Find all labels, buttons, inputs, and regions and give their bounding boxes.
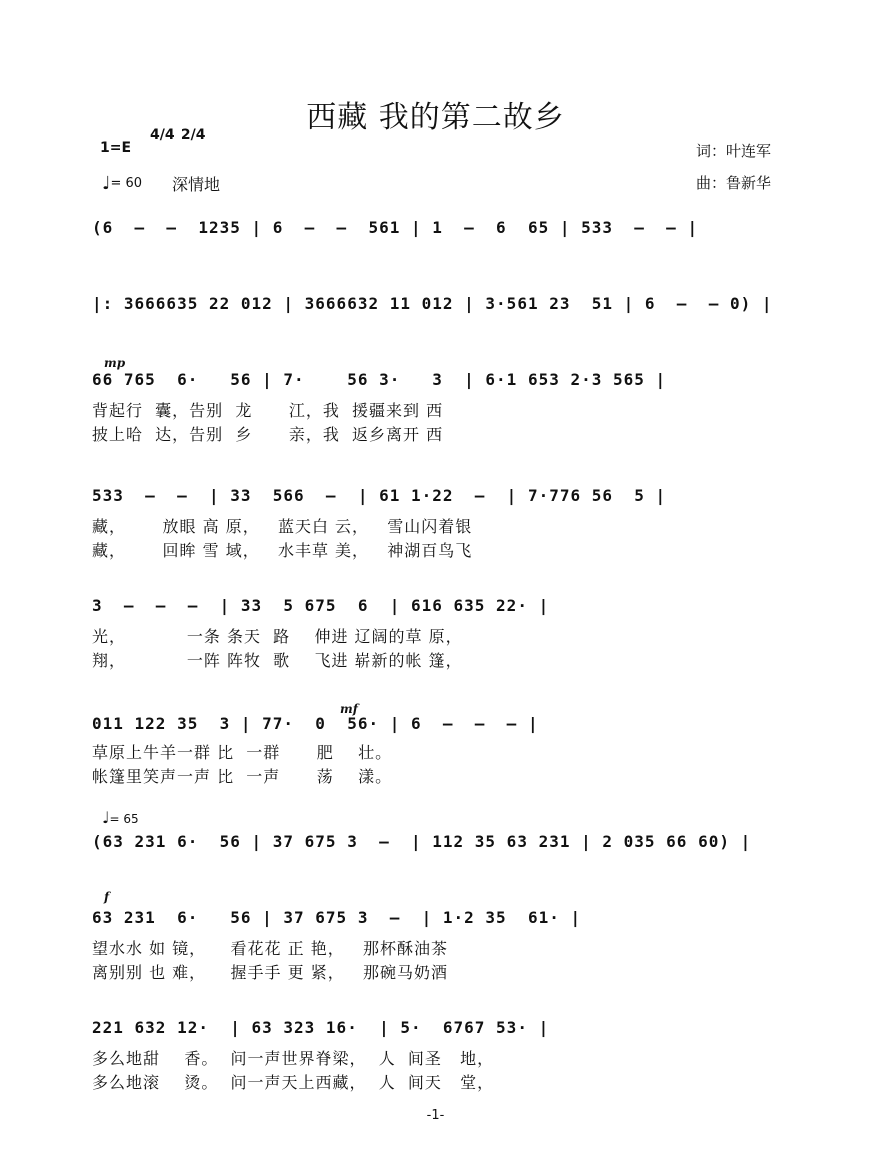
- score-system-2: [92, 290, 772, 320]
- dynamic-mark: mp: [104, 356, 126, 370]
- song-title: 西藏 我的第二故乡: [306, 100, 565, 135]
- dynamic-mark: f: [104, 890, 110, 904]
- notation-line: 63 231 6· 56 | 37 675 3 – | 1·2 35 61· |: [92, 908, 582, 927]
- score-system-7: [92, 826, 772, 856]
- quarter-note-icon: ♩: [102, 173, 111, 194]
- notation-line: |: 3666635 22 012 | 3666632 11 012 | 3·561 23 51 | 6 – – 0) |: [92, 294, 773, 313]
- score-system-6: [92, 700, 772, 790]
- lyric-verse-2: 离别别 也 难， 握手手 更 紧， 那碗马奶酒: [92, 963, 448, 982]
- lyric-verse-2: 多么地滚 烫。 问一声天上西藏， 人 间天 堂，: [92, 1073, 495, 1092]
- notation-line: (6 – – 1235 | 6 – – 561 | 1 – 6 65 | 533 – – |: [92, 218, 699, 237]
- notation-line: 533 – – | 33 566 – | 61 1·22 – | 7·776 56 5 |: [92, 486, 667, 505]
- key-signature: 1=E: [100, 140, 132, 156]
- lyricist: 词：叶连军: [695, 142, 771, 160]
- score-system-8: [92, 892, 772, 982]
- lyric-verse-1: 光， 一条 条天 路 伸进 辽阔的草 原，: [92, 627, 463, 646]
- page-number: -1-: [426, 1108, 445, 1123]
- lyric-verse-1: 藏， 放眼 高 原， 蓝天白 云， 雪山闪着银: [92, 517, 473, 536]
- dynamic-mark: mf: [340, 702, 358, 716]
- notation-line: 66 765 6· 56 | 7· 56 3· 3 | 6·1 653 2·3 565 |: [92, 370, 667, 389]
- lyric-verse-2: 帐篷里笑声一声 比 一声 荡 漾。: [92, 767, 393, 786]
- notation-line: 3 – – – | 33 5 675 6 | 616 635 22· |: [92, 596, 550, 615]
- lyric-verse-1: 草原上牛羊一群 比 一群 肥 壮。: [92, 743, 393, 762]
- time-sig-2: 2/4: [180, 127, 206, 143]
- score-system-5: [92, 586, 772, 676]
- lyric-verse-2: 披上哈 达，告别 乡 亲，我 返乡离开 西: [92, 425, 444, 444]
- tempo-marking: ♩= 60: [102, 173, 143, 194]
- notation-line: (63 231 6· 56 | 37 675 3 – | 112 35 63 231 | 2 035 66 60) |: [92, 832, 752, 851]
- lyric-verse-1: 背起行 囊，告别 龙 江，我 援疆来到 西: [92, 401, 444, 420]
- score-system-1: [92, 214, 772, 244]
- time-sig-1: 4/4: [150, 127, 175, 143]
- score-system-3: [92, 358, 772, 448]
- notation-line: 011 122 35 3 | 77· 0 56· | 6 – – – |: [92, 714, 539, 733]
- time-signatures: [150, 128, 207, 143]
- tempo-marking-2: ♩= 65: [102, 808, 139, 827]
- lyric-verse-2: 翔， 一阵 阵牧 歌 飞进 崭新的帐 篷，: [92, 651, 463, 670]
- lyric-verse-1: 望水水 如 镜， 看花花 正 艳， 那杯酥油茶: [92, 939, 448, 958]
- quarter-note-icon: ♩: [102, 808, 110, 827]
- lyric-verse-1: 多么地甜 香。 问一声世界脊梁， 人 间圣 地，: [92, 1049, 495, 1068]
- score-system-9: [92, 1010, 772, 1100]
- lyric-verse-2: 藏， 回眸 雪 域， 水丰草 美， 神湖百鸟飞: [92, 541, 473, 560]
- composer: 曲：鲁新华: [695, 174, 771, 192]
- notation-line: 221 632 12· | 63 323 16· | 5· 6767 53· |: [92, 1018, 550, 1037]
- expression-marking: 深情地: [172, 175, 221, 194]
- score-system-4: [92, 478, 772, 568]
